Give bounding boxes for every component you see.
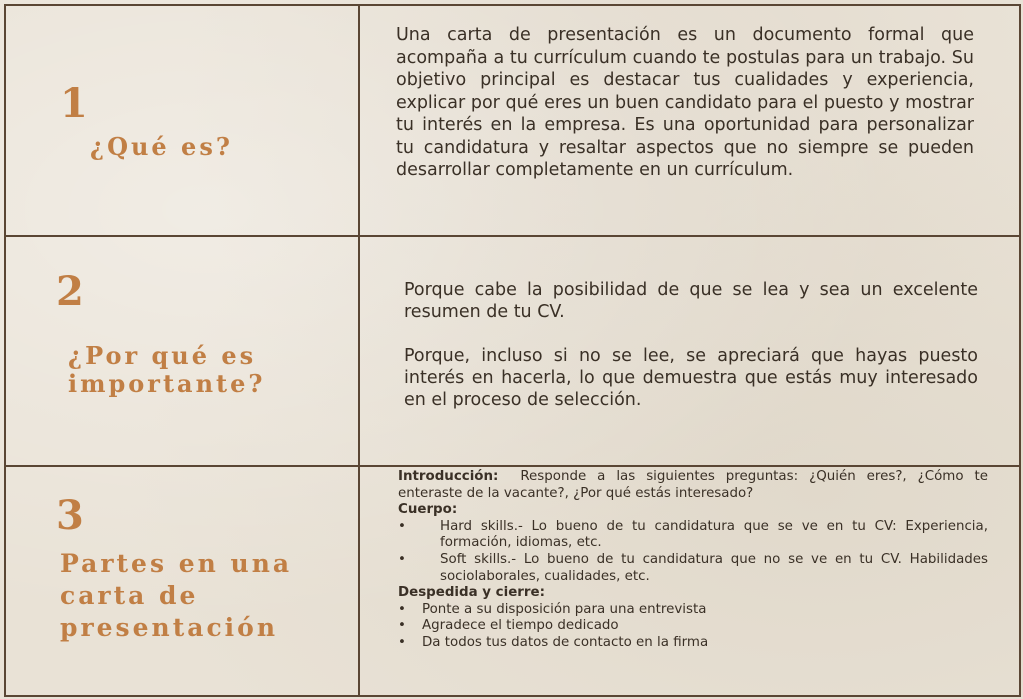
row-3-title-line: presentación [60, 613, 279, 642]
row-3-title [60, 548, 292, 644]
list-item [398, 552, 988, 585]
closing-heading: Despedida y cierre: [398, 585, 545, 601]
intro-heading: Introducción: [398, 469, 499, 484]
row-2-paragraph-2: Porque, incluso si no se lee, se apreciará que hayas puesto interés en hacerla, lo que demuestra que estás muy interesado en el proceso de selección. [404, 346, 978, 410]
list-item [398, 635, 988, 652]
intro-paragraph [398, 469, 988, 502]
bullet-icon: • [398, 634, 406, 650]
row-2-title-line: ¿Por qué es [68, 341, 257, 370]
list-item-text: Ponte a su disposición para una entrevista [422, 601, 707, 617]
row-divider [6, 465, 1019, 467]
list-item-text: Da todos tus datos de contacto en la firma [422, 634, 709, 650]
row-3-title-line: Partes en una [60, 549, 293, 578]
bullet-icon: • [398, 601, 406, 617]
row-3-title-line: carta de [60, 581, 199, 610]
intro-text: Responde a las siguientes preguntas: ¿Quién eres?, ¿Cómo te enteraste de la vacante?, ¿Por qué estás interesado? [398, 469, 988, 501]
list-item [398, 519, 988, 552]
row-1-number: 1 [60, 80, 88, 127]
bullet-icon: • [398, 618, 406, 634]
row-1-title: ¿Qué es? [90, 132, 233, 161]
list-item-text: Soft skills.- Lo bueno de tu candidatura que no se ve en tu CV. Habilidades sociolaborales, cualidades, etc. [440, 551, 988, 584]
row-3-number: 3 [56, 492, 84, 539]
list-item [398, 602, 988, 619]
row-2-paragraph-1: Porque cabe la posibilidad de que se lea y sea un excelente resumen de tu CV. [404, 280, 978, 322]
row-2-number: 2 [56, 268, 84, 315]
body-heading: Cuerpo: [398, 502, 458, 518]
row-2-title-line: importante? [68, 369, 266, 398]
bullet-icon: • [398, 518, 406, 534]
bullet-icon: • [398, 551, 406, 567]
row-2-title [68, 342, 265, 398]
list-item-text: Agradece el tiempo dedicado [422, 618, 619, 634]
list-item-text: Hard skills.- Lo bueno de tu candidatura que se ve en tu CV: Experiencia, formación, idiomas, etc. [440, 518, 988, 551]
row-divider [6, 235, 1019, 237]
column-divider [358, 6, 360, 695]
row-1-description: Una carta de presentación es un documento formal que acompaña a tu currículum cuando te postulas para un trabajo. Su objetivo principal es destacar tus cualidades y experiencia, explicar por qué eres un buen candidato para el puesto y mostrar tu interés en la empresa. Es una oportunidad para personalizar tu candidatura y resaltar aspectos que no siempre se pueden desarrollar completamente en un currículum. [396, 25, 974, 180]
row-3-content [398, 469, 988, 652]
list-item [398, 618, 988, 635]
